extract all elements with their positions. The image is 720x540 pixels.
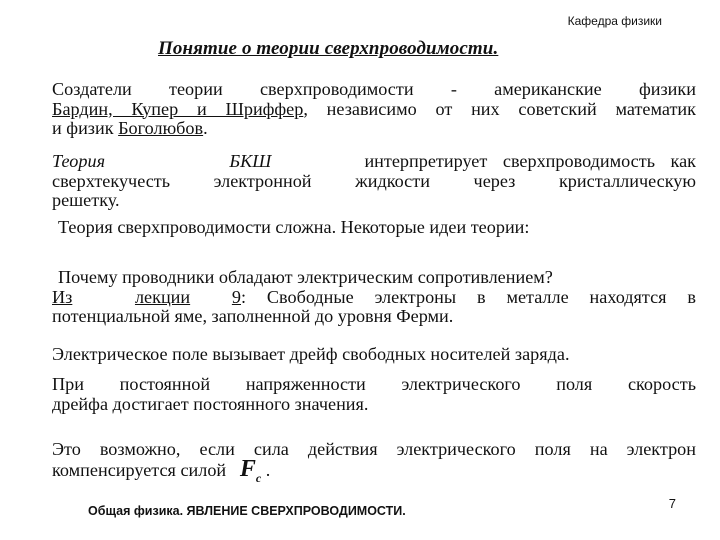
drift-line: Электрическое поле вызывает дрейф свободных носителей заряда.	[52, 344, 570, 364]
compensation-line-2	[52, 455, 696, 488]
bcs-line-3: решетку.	[52, 190, 120, 211]
paragraph-constant-field	[52, 375, 696, 414]
paragraph-bcs	[52, 152, 696, 211]
page-number: 7	[668, 496, 676, 511]
creators-line-3-pre: и физик	[52, 118, 119, 139]
creators-line-3	[52, 119, 696, 139]
compensation-line-2-end: .	[265, 459, 271, 480]
creators-line-2-rest: , независимо от них советский математик	[303, 98, 697, 119]
resistance-line-2	[52, 288, 696, 308]
compensation-line-2-text: компенсируется силой	[52, 459, 231, 480]
constant-field-line-2: дрейфа достигает постоянного значения.	[52, 393, 369, 414]
lecture-number: 9	[231, 286, 241, 307]
complex-line: Теория сверхпроводимости сложна. Некоторые идеи теории:	[58, 217, 530, 237]
creators-line-3-post: .	[203, 118, 208, 139]
department-header: Кафедра физики	[567, 14, 662, 28]
paragraph-compensation	[52, 440, 696, 488]
resistance-question: Почему проводники обладают электрическим сопротивлением?	[58, 267, 553, 287]
lecture-word: лекции	[134, 286, 191, 307]
paragraph-drift	[52, 345, 696, 365]
resistance-line-3: потенциальной яме, заполненной до уровня Ферми.	[52, 306, 454, 327]
creators-line-1: Создатели теории сверхпроводимости - американские физики	[52, 79, 696, 99]
bcs-line-1-rest: интерпретирует сверхпроводимость как	[364, 151, 697, 171]
paragraph-complex	[58, 218, 702, 238]
bcs-authors: Бардин, Купер и Шриффер	[52, 98, 304, 119]
resistance-line-2-rest: : Свободные электроны в металле находятся в	[240, 286, 696, 307]
footer-course: Общая физика. ЯВЛЕНИЕ СВЕРХПРОВОДИМОСТИ.	[88, 504, 406, 518]
bcs-word-theory: Теория	[52, 151, 106, 171]
from-word: Из	[52, 286, 73, 307]
force-subscript: c	[255, 470, 262, 485]
force-fc-symbol	[239, 455, 262, 485]
bcs-line-1	[52, 152, 696, 172]
paragraph-creators	[52, 80, 696, 139]
slide-title: Понятие о теории сверхпроводимости.	[158, 38, 499, 59]
bogolyubov-name: Боголюбов	[118, 118, 204, 139]
compensation-line-1: Это возможно, если сила действия электрического поля на электрон	[52, 439, 696, 459]
creators-line-2	[52, 100, 696, 120]
bcs-line-2: сверхтекучесть электронной жидкости через кристаллическую	[52, 170, 696, 191]
constant-field-line-1: При постоянной напряженности электрического поля скорость	[52, 374, 696, 394]
paragraph-resistance	[52, 268, 696, 327]
bcs-word-abbr: БКШ	[229, 151, 272, 171]
force-letter: F	[239, 455, 256, 482]
